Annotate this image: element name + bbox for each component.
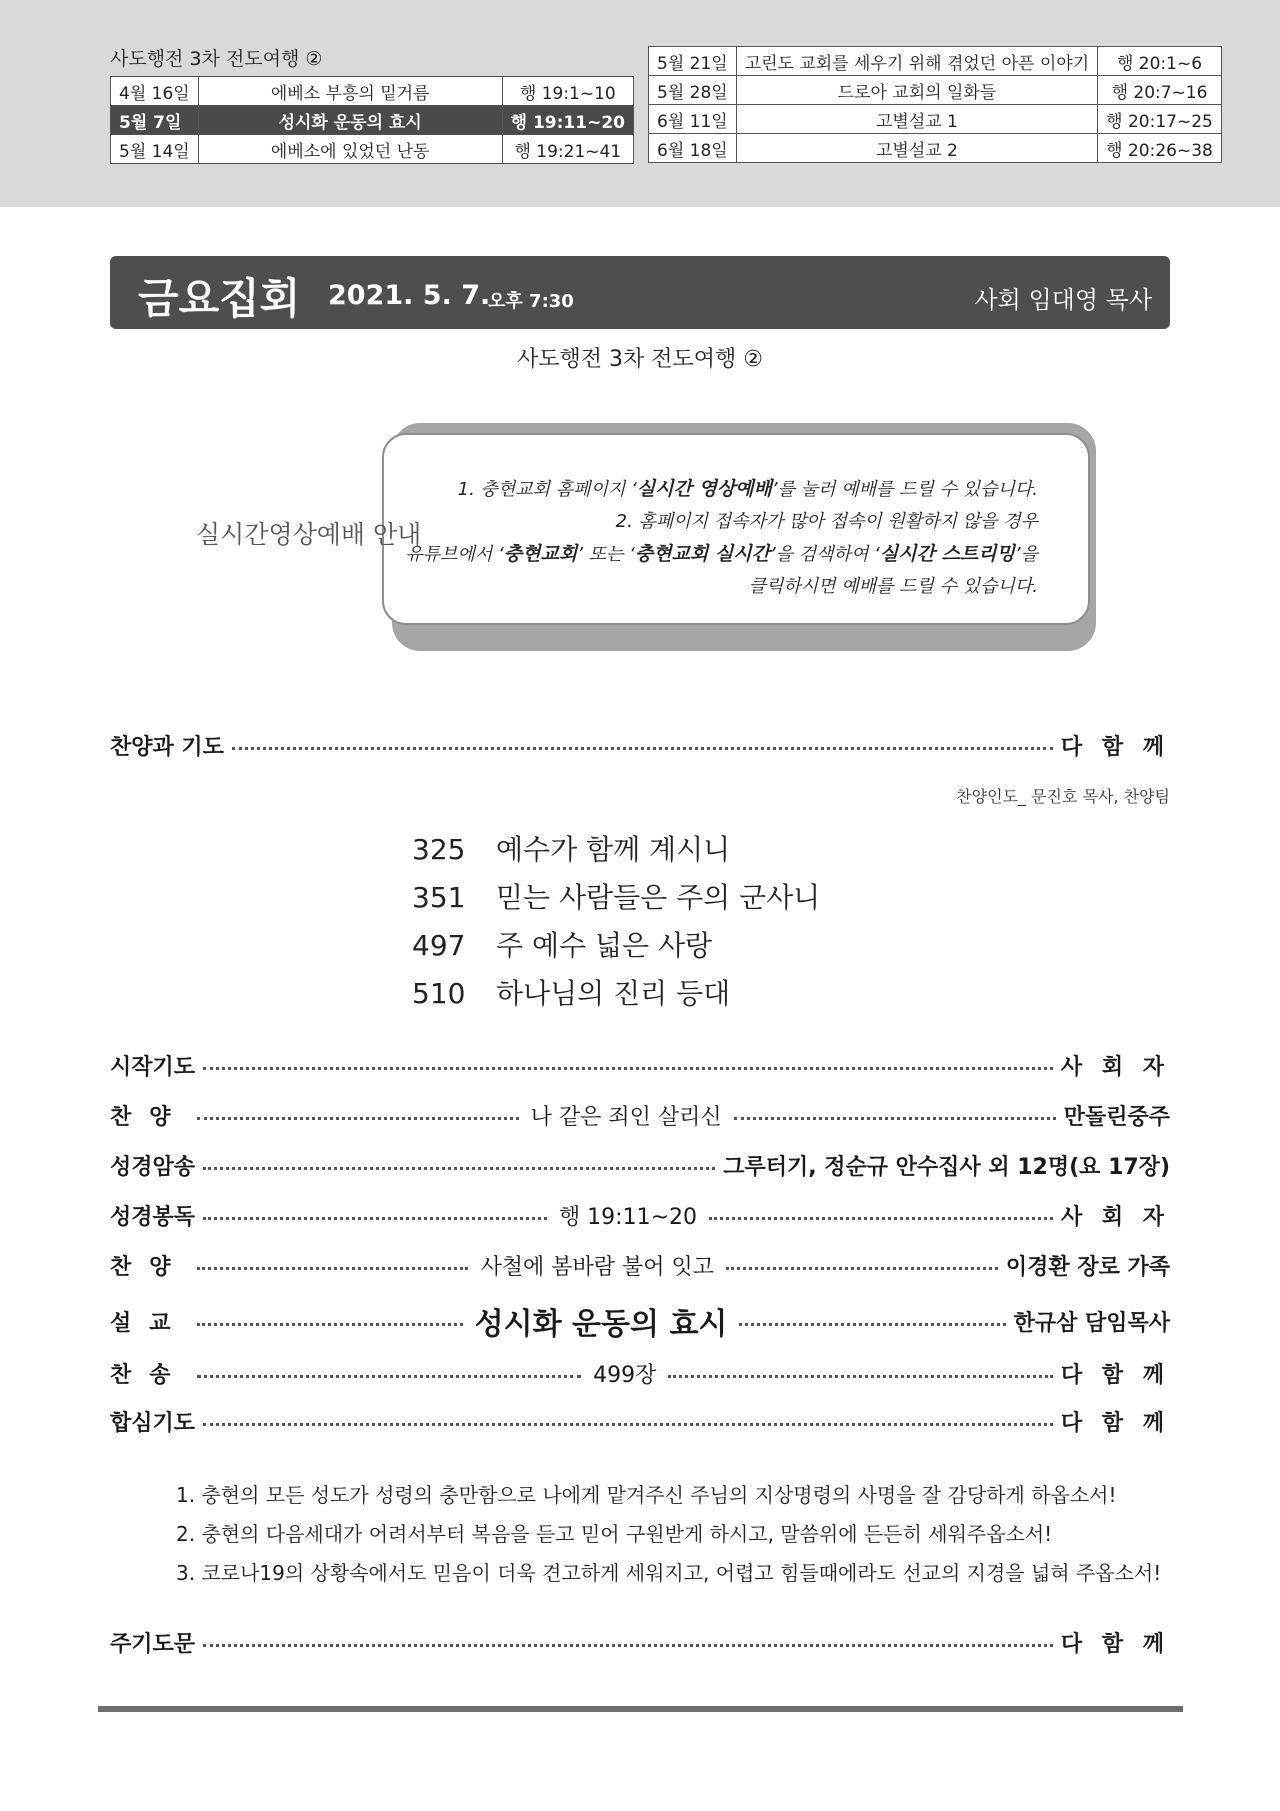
schedule-row bbox=[649, 105, 1222, 134]
order-row-anthem-2: 찬양 사철에 봄바람 불어 잇고 이경환 장로 가족 bbox=[110, 1254, 1170, 1280]
schedule-ref: 행 19:21~41 bbox=[502, 135, 633, 164]
hymn-item: 325 예수가 함께 계시니 bbox=[412, 833, 731, 866]
order-who: 다 함 께 bbox=[1060, 734, 1170, 760]
notice-line-2: 2. 홈페이지 접속자가 많아 접속이 원활하지 않을 경우 bbox=[615, 511, 1038, 532]
sermon-title: 성시화 운동의 효시 bbox=[474, 1307, 728, 1342]
service-date: 2021. 5. 7. bbox=[328, 280, 491, 311]
hymn-item: 351 믿는 사람들은 주의 군사니 bbox=[412, 881, 821, 914]
schedule-title: 에베소 부흥의 밑거름 bbox=[198, 77, 502, 106]
schedule-row-current bbox=[111, 106, 634, 135]
schedule-row bbox=[111, 135, 634, 164]
order-row-sermon: 설교 성시화 운동의 효시 한규삼 담임목사 bbox=[110, 1304, 1170, 1338]
order-row-lords-prayer: 주기도문 다 함 께 bbox=[110, 1631, 1170, 1657]
schedule-title: 에베소에 있었던 난동 bbox=[198, 135, 502, 164]
order-row-recitation: 성경암송 그루터기, 정순규 안수집사 외 12명(요 17장) bbox=[110, 1154, 1170, 1180]
service-subtitle: 사도행전 3차 전도여행 ② bbox=[517, 347, 763, 372]
prayer-items bbox=[176, 1476, 1161, 1593]
schedule-date: 6월 11일 bbox=[649, 105, 737, 134]
schedule-title: 드로아 교회의 일화들 bbox=[736, 76, 1097, 105]
schedule-table-left bbox=[110, 76, 634, 164]
schedule-ref: 행 20:7~16 bbox=[1098, 76, 1222, 105]
schedule-ref: 행 20:17~25 bbox=[1098, 105, 1222, 134]
service-header-bar bbox=[110, 256, 1170, 329]
praise-leaders: 찬양인도_ 문진호 목사, 찬양팀 bbox=[956, 787, 1170, 806]
service-title: 금요집회 bbox=[138, 274, 301, 323]
schedule-ref: 행 19:1~10 bbox=[502, 77, 633, 106]
schedule-row bbox=[649, 76, 1222, 105]
order-row-anthem-1: 찬양 나 같은 죄인 살리신 만돌린중주 bbox=[110, 1104, 1170, 1130]
schedule-date: 5월 21일 bbox=[649, 47, 737, 76]
notice-text bbox=[405, 473, 1038, 603]
order-row-unison-prayer: 합심기도 다 함 께 bbox=[110, 1410, 1170, 1436]
schedule-row bbox=[111, 77, 634, 106]
schedule-title: 성시화 운동의 효시 bbox=[198, 106, 502, 135]
hymn-item: 510 하나님의 진리 등대 bbox=[412, 977, 731, 1010]
hymn-item: 497 주 예수 넓은 사랑 bbox=[412, 929, 713, 962]
schedule-title: 고별설교 2 bbox=[736, 134, 1097, 163]
notice-label: 실시간영상예배 안내 bbox=[196, 520, 422, 549]
schedule-title: 고린도 교회를 세우기 위해 겪었던 아픈 이야기 bbox=[736, 47, 1097, 76]
leader-dots bbox=[232, 747, 1053, 750]
notice-line-1: 1. 충현교회 홈페이지 ‘실시간 영상예배’를 눌러 예배를 드릴 수 있습니다. bbox=[457, 478, 1038, 500]
series-title: 사도행전 3차 전도여행 ② bbox=[110, 48, 323, 70]
prayer-item: 1. 충현의 모든 성도가 성령의 충만함으로 나에게 맡겨주신 주님의 지상명령의 사명을 잘 감당하게 하옵소서! bbox=[176, 1483, 1117, 1507]
schedule-title: 고별설교 1 bbox=[736, 105, 1097, 134]
schedule-date: 5월 14일 bbox=[111, 135, 199, 164]
schedule-row bbox=[649, 134, 1222, 163]
schedule-date: 6월 18일 bbox=[649, 134, 737, 163]
schedule-ref: 행 20:26~38 bbox=[1098, 134, 1222, 163]
schedule-row bbox=[649, 47, 1222, 76]
schedule-table-right bbox=[648, 46, 1222, 163]
notice-line-3: 유튜브에서 ‘충현교회’ 또는 ‘충현교회 실시간’을 검색하여 ‘실시간 스트리밍’을 bbox=[405, 543, 1038, 565]
prayer-item: 3. 코로나19의 상황속에서도 믿음이 더욱 견고하게 세워지고, 어렵고 힘들때에라도 선교의 지경을 넓혀 주옵소서! bbox=[176, 1561, 1162, 1585]
notice-line-4: 클릭하시면 예배를 드릴 수 있습니다. bbox=[748, 576, 1038, 597]
schedule-ref: 행 20:1~6 bbox=[1098, 47, 1222, 76]
schedule-date: 5월 7일 bbox=[111, 106, 199, 135]
order-row-praise bbox=[110, 728, 1170, 762]
order-row-opening-prayer: 시작기도 사 회 자 bbox=[110, 1054, 1170, 1080]
schedule-date: 4월 16일 bbox=[111, 77, 199, 106]
schedule-date: 5월 28일 bbox=[649, 76, 737, 105]
order-label: 찬양과 기도 bbox=[110, 734, 224, 760]
order-row-reading: 성경봉독 행 19:11~20 사 회 자 bbox=[110, 1204, 1171, 1230]
order-row-hymn: 찬송 499장 다 함 께 bbox=[110, 1362, 1170, 1388]
prayer-item: 2. 충현의 다음세대가 어려서부터 복음을 듣고 믿어 구원받게 하시고, 말씀위에 든든히 세워주옵소서! bbox=[176, 1522, 1053, 1546]
service-leader: 사회 임대영 목사 bbox=[974, 286, 1152, 314]
hymn-list bbox=[412, 826, 820, 1018]
bottom-rule bbox=[98, 1706, 1183, 1712]
schedule-ref: 행 19:11~20 bbox=[502, 106, 633, 135]
service-time: 오후 7:30 bbox=[488, 291, 574, 312]
